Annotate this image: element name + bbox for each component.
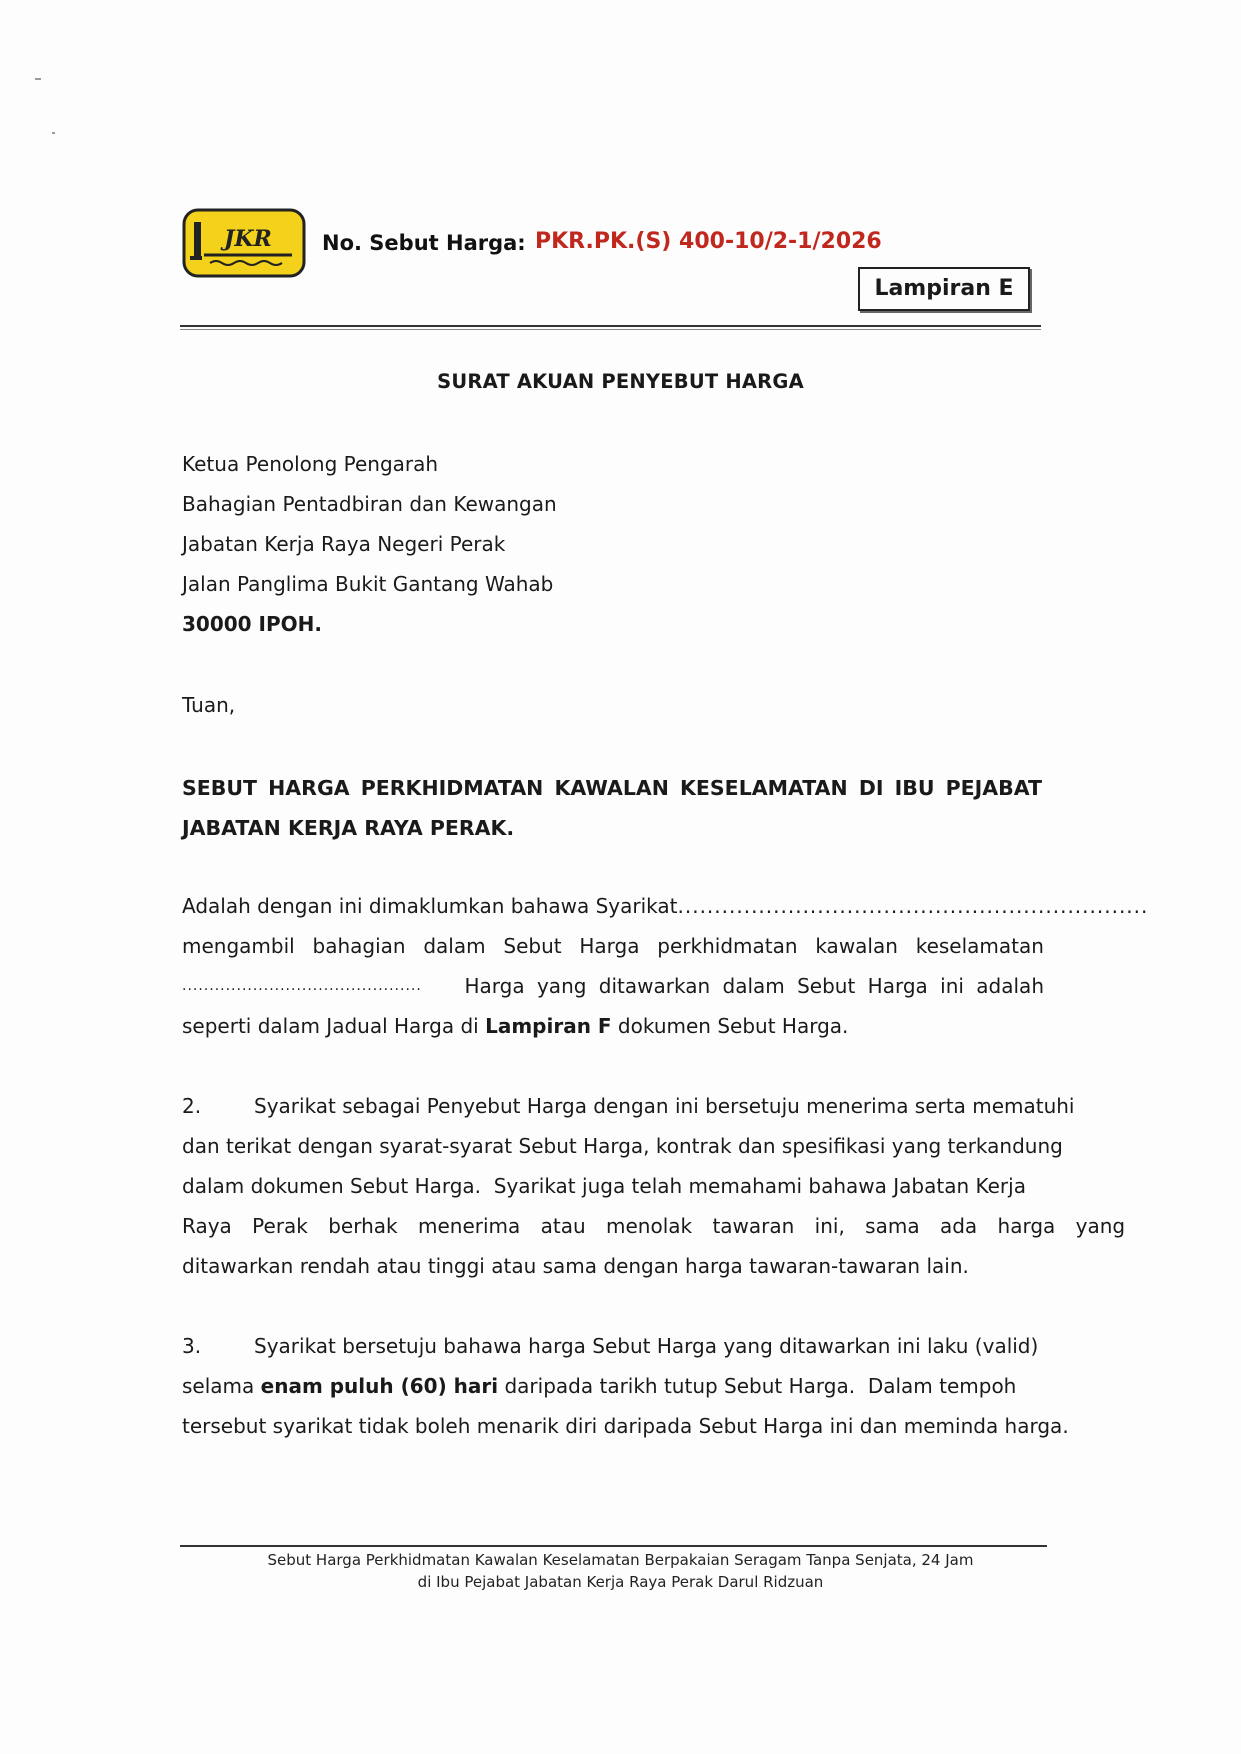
address-line: Bahagian Pentadbiran dan Kewangan — [182, 492, 557, 516]
para1-line3: Harga yang ditawarkan dalam Sebut Harga ini adalah — [464, 974, 1044, 998]
greeting: Tuan, — [182, 693, 236, 717]
para1-word: dalam — [423, 934, 486, 958]
quotation-number-value: PKR.PK.(S) 400-10/2-1/2026 — [535, 229, 882, 254]
para1-word: Sebut — [503, 934, 562, 958]
para3-line2b: daripada tarikh tutup Sebut Harga. Dalam tempoh — [498, 1374, 1017, 1398]
address-city: 30000 IPOH. — [182, 612, 322, 636]
para3-validity-period: enam puluh (60) hari — [260, 1374, 499, 1398]
paragraph-3 — [182, 1326, 1069, 1446]
para2-line1: Syarikat sebagai Penyebut Harga dengan ini bersetuju menerima serta mematuhi — [254, 1094, 1075, 1118]
jkr-logo — [182, 208, 306, 280]
para1-word: keselamatan — [915, 934, 1044, 958]
para1-word: kawalan — [815, 934, 898, 958]
para2-number: 2. — [182, 1094, 202, 1118]
paragraph-1 — [182, 886, 1149, 1046]
paragraph-2 — [182, 1086, 1126, 1286]
header-rule — [180, 325, 1041, 327]
footer-line: Sebut Harga Perkhidmatan Kawalan Keselamatan Berpakaian Seragam Tanpa Senjata, 24 Jam — [267, 1551, 974, 1569]
attachment-label: Lampiran E — [858, 267, 1030, 311]
scan-mark — [52, 132, 55, 134]
letter-subject: SEBUT HARGA PERKHIDMATAN KAWALAN KESELAMATAN DI IBU PEJABAT JABATAN KERJA RAYA PERAK. — [182, 776, 1042, 840]
para1-line4b: dokumen Sebut Harga. — [611, 1014, 849, 1038]
para3-line2a: selama — [182, 1374, 261, 1398]
document-title: SURAT AKUAN PENYEBUT HARGA — [437, 370, 804, 393]
para2-line4: Raya Perak berhak menerima atau menolak tawaran ini, sama ada harga yang — [182, 1214, 1126, 1238]
para1-line4a: seperti dalam Jadual Harga di — [182, 1014, 486, 1038]
scan-mark — [35, 78, 41, 80]
header-rule-thin — [180, 329, 1041, 330]
para2-line5: ditawarkan rendah atau tinggi atau sama dengan harga tawaran-tawaran lain. — [182, 1254, 969, 1278]
para1-word: perkhidmatan — [657, 934, 798, 958]
para2-line3: dalam dokumen Sebut Harga. Syarikat juga telah memahami bahawa Jabatan Kerja — [182, 1174, 1026, 1198]
location-blank: ............................................ — [182, 978, 422, 994]
para1-word: Harga — [579, 934, 640, 958]
para2-line2: dan terikat dengan syarat-syarat Sebut Harga, kontrak dan spesifikasi yang terkandung — [182, 1134, 1063, 1158]
para3-number: 3. — [182, 1334, 202, 1358]
address-line: Ketua Penolong Pengarah — [182, 452, 439, 476]
address-line: Jabatan Kerja Raya Negeri Perak — [182, 532, 506, 556]
para1-word: mengambil — [182, 934, 295, 958]
para1-line1: Adalah dengan ini dimaklumkan bahawa Syarikat — [182, 894, 678, 918]
para3-line1: Syarikat bersetuju bahawa harga Sebut Harga yang ditawarkan ini laku (valid) — [254, 1334, 1039, 1358]
footer-line: di Ibu Pejabat Jabatan Kerja Raya Perak Darul Ridzuan — [417, 1573, 824, 1591]
quotation-number-label: No. Sebut Harga: — [322, 231, 526, 255]
address-line: Jalan Panglima Bukit Gantang Wahab — [182, 572, 554, 596]
company-name-blank: ................................................................ — [677, 894, 1149, 918]
para1-line4-bold: Lampiran F — [485, 1014, 612, 1038]
logo-text: JKR — [224, 226, 272, 252]
para1-word: bahagian — [312, 934, 406, 958]
footer-rule — [180, 1545, 1047, 1547]
para3-line3: tersebut syarikat tidak boleh menarik diri daripada Sebut Harga ini dan meminda harga. — [182, 1414, 1069, 1438]
